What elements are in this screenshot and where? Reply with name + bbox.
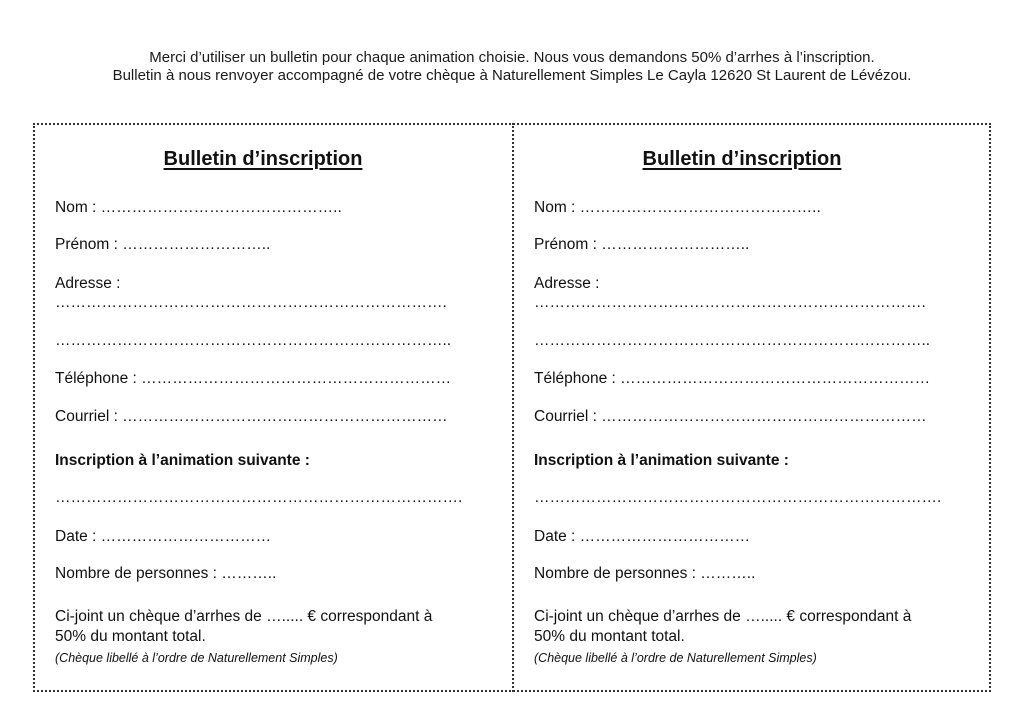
cheque-text-line-1: Ci-joint un chèque d’arrhes de …..... € correspondant à — [55, 608, 433, 625]
registration-form-right — [514, 123, 992, 692]
cheque-text-line-1: Ci-joint un chèque d’arrhes de …..... € correspondant à — [534, 608, 912, 625]
animation-field[interactable]: ……………………………………………………………………. — [534, 489, 942, 506]
nom-field[interactable]: Nom : ……………………………………….. — [534, 199, 821, 216]
telephone-field[interactable]: Téléphone : …………………………………………………… — [534, 370, 931, 387]
instructions-line-2: Bulletin à nous renvoyer accompagné de votre chèque à Naturellement Simples Le Cayla 12620 St Laurent de Lévézou. — [112, 67, 912, 84]
adresse-line-2[interactable]: ………………………………………………………………….. — [55, 332, 452, 349]
date-field[interactable]: Date : …………………………… — [534, 528, 751, 545]
adresse-line-1[interactable]: …………………………………………………………………. — [55, 294, 447, 311]
form-title: Bulletin d’inscription — [163, 148, 363, 170]
courriel-field[interactable]: Courriel : ……………………………………………………… — [55, 408, 448, 425]
registration-form-left — [35, 123, 513, 692]
date-field[interactable]: Date : …………………………… — [55, 528, 272, 545]
cheque-note: (Chèque libellé à l’ordre de Naturellement Simples) — [534, 651, 817, 665]
instructions — [0, 49, 1024, 85]
adresse-label: Adresse : — [534, 275, 600, 292]
nom-field[interactable]: Nom : ……………………………………….. — [55, 199, 342, 216]
adresse-label: Adresse : — [55, 275, 121, 292]
inscription-label: Inscription à l’animation suivante : — [534, 452, 789, 469]
courriel-field[interactable]: Courriel : ……………………………………………………… — [534, 408, 927, 425]
prenom-field[interactable]: Prénom : ……………………….. — [534, 236, 750, 253]
telephone-field[interactable]: Téléphone : …………………………………………………… — [55, 370, 452, 387]
adresse-line-2[interactable]: ………………………………………………………………….. — [534, 332, 931, 349]
form-title: Bulletin d’inscription — [642, 148, 842, 170]
cheque-text-line-2: 50% du montant total. — [534, 628, 685, 645]
nombre-personnes-field[interactable]: Nombre de personnes : ……….. — [55, 565, 277, 582]
nombre-personnes-field[interactable]: Nombre de personnes : ……….. — [534, 565, 756, 582]
cheque-text-line-2: 50% du montant total. — [55, 628, 206, 645]
animation-field[interactable]: ……………………………………………………………………. — [55, 489, 463, 506]
prenom-field[interactable]: Prénom : ……………………….. — [55, 236, 271, 253]
adresse-line-1[interactable]: …………………………………………………………………. — [534, 294, 926, 311]
instructions-line-1: Merci d’utiliser un bulletin pour chaque animation choisie. Nous vous demandons 50% d’arrhes à l’inscription. — [149, 49, 875, 66]
cheque-note: (Chèque libellé à l’ordre de Naturellement Simples) — [55, 651, 338, 665]
inscription-label: Inscription à l’animation suivante : — [55, 452, 310, 469]
